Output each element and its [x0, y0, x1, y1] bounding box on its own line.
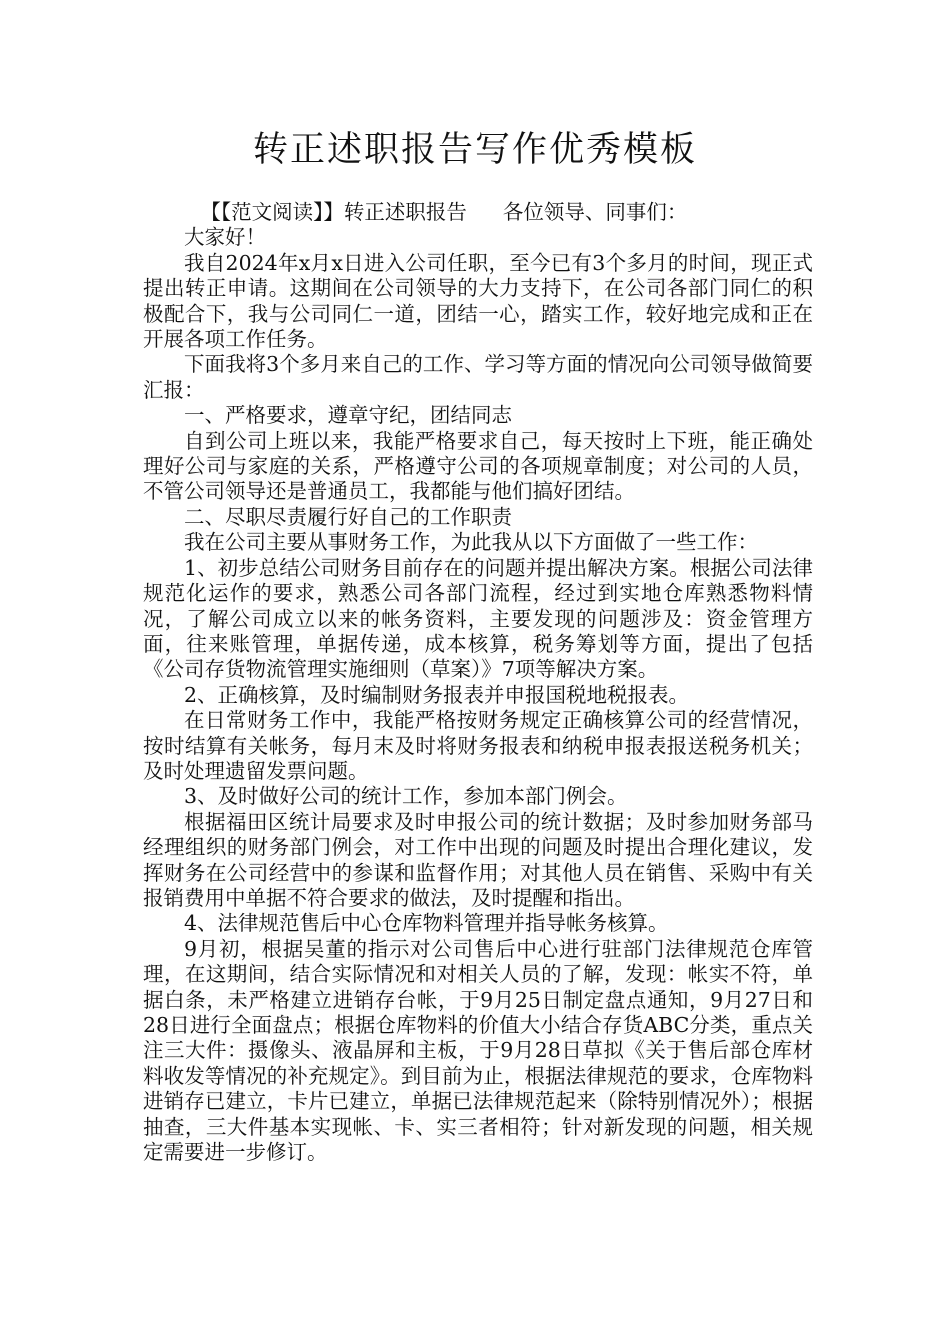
list-item: 4、法律规范售后中心仓库物料管理并指导帐务核算。	[184, 911, 669, 936]
paragraph: 我在公司主要从事财务工作，为此我从以下方面做了一些工作：	[184, 530, 758, 555]
intro-lead: 【【范文阅读】】转正述职报告	[200, 200, 467, 224]
section-heading: 一、严格要求，遵章守纪，团结同志	[184, 403, 512, 428]
paragraph: 下面我将3个多月来自己的工作、学习等方面的情况向公司领导做简要汇报：	[143, 352, 813, 402]
paragraph: 在日常财务工作中，我能严格按财务规定正确核算公司的经营情况，按时结算有关帐务，每月末及时将财务报表和纳税申报表报送税务机关；及时处理遗留发票问题。	[143, 708, 813, 783]
list-item: 2、正确核算，及时编制财务报表并申报国税地税报表。	[184, 682, 690, 707]
paragraph: 9月初，根据吴董的指示对公司售后中心进行驻部门法律规范仓库管理，在这期间，结合实际情况和对相关人员的了解，发现：帐实不符，单据白条，未严格建立进销存台帐，于9月25日制定盘点通知，9月27日和28日进行全面盘点；根据仓库物料的价值大小结合存货ABC分类，重点关注三大件：摄像头、液晶屏和主板，于9月28日草拟《关于售后部仓库材料收发等情况的补充规定》。到目前为止，根据法律规范的要求，仓库物料进销存已建立，卡片已建立，单据已法律规范起来（除特别情况外）；根据抽查，三大件基本实现帐、卡、实三者相符；针对新发现的问题，相关规定需要进一步修订。	[143, 936, 813, 1165]
paragraph: 根据福田区统计局要求及时申报公司的统计数据；及时参加财务部马经理组织的财务部门例会，对工作中出现的问题及时提出合理化建议，发挥财务在公司经营中的参谋和监督作用；对其他人员在销售、采购中有关报销费用中单据不符合要求的做法，及时提醒和指出。	[143, 809, 813, 910]
list-item: 1、初步总结公司财务目前存在的问题并提出解决方案。根据公司法律规范化运作的要求，熟悉公司各部门流程，经过到实地仓库熟悉物料情况，了解公司成立以来的帐务资料，主要发现的问题涉及：资金管理方面，往来账管理，单据传递，成本核算，税务筹划等方面，提出了包括《公司存货物流管理实施细则（草案）》7项等解决方案。	[143, 555, 813, 682]
intro-salutation: 各位领导、同事们：	[502, 200, 688, 224]
paragraph: 自到公司上班以来，我能严格要求自己，每天按时上下班，能正确处理好公司与家庭的关系，严格遵守公司的各项规章制度；对公司的人员，不管公司领导还是普通员工，我都能与他们搞好团结。	[143, 428, 813, 504]
paragraph-greeting: 大家好！	[184, 225, 266, 250]
document-body	[143, 200, 813, 1165]
document-title: 转正述职报告写作优秀模板	[252, 130, 697, 170]
section-heading: 二、尽职尽责履行好自己的工作职责	[184, 504, 512, 529]
paragraph: 我自2024年x月x日进入公司任职，至今已有3个多月的时间，现正式提出转正申请。这期间在公司领导的大力支持下，在公司各部门同仁的积极配合下，我与公司同仁一道，团结一心，踏实工作，较好地完成和正在开展各项工作任务。	[143, 250, 813, 352]
list-item: 3、及时做好公司的统计工作，参加本部门例会。	[184, 784, 628, 809]
intro-line	[143, 200, 813, 225]
